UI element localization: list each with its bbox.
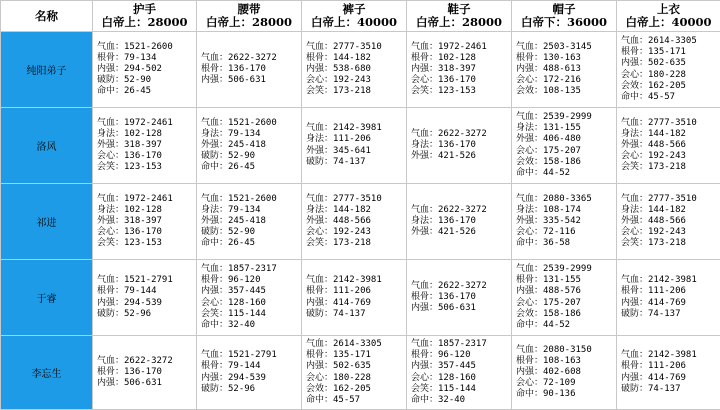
stat-line: 会心：136-170 [411, 75, 476, 86]
stat-line: 破防：52-90 [97, 75, 152, 86]
stat-line: 破防：74-137 [306, 156, 366, 167]
stat-line: 身法：144-182 [306, 204, 371, 215]
row-name-cell: 于睿 [1, 260, 93, 336]
stat-line: 身法：136-170 [411, 139, 476, 150]
stat-line: 气血：2503-3145 [516, 41, 592, 52]
stat-line: 根骨：111-206 [621, 361, 686, 372]
stat-line: 内强：294-539 [97, 297, 162, 308]
stat-cell [93, 184, 197, 260]
stat-cell [512, 260, 617, 336]
stat-line: 气血：2142-3981 [621, 350, 697, 361]
row-name-cell: 纯阳弟子 [1, 32, 93, 108]
stat-line: 外强：448-566 [621, 215, 686, 226]
stat-line: 气血：2614-3305 [621, 36, 697, 47]
stat-line: 内强：538-680 [306, 63, 371, 74]
table-row [1, 184, 720, 260]
stat-line: 会效：158-186 [516, 308, 581, 319]
stat-line: 气血：2539-2999 [516, 264, 592, 275]
stat-line: 气血：2622-3272 [411, 204, 487, 215]
stat-line: 气血：2777-3510 [306, 41, 382, 52]
stat-line: 命中：36-58 [516, 238, 571, 249]
stat-cell [302, 108, 407, 184]
stat-line: 会心：72-116 [516, 227, 576, 238]
stat-cell [197, 184, 302, 260]
stat-line: 身法：102-128 [97, 128, 162, 139]
column-requirement: 白帝上：40000 [625, 15, 712, 29]
stat-line: 身法：111-206 [306, 134, 371, 145]
stat-line: 根骨：136-170 [97, 366, 162, 377]
stat-line: 会心：180-228 [306, 372, 371, 383]
stat-line: 命中：45-57 [306, 394, 361, 405]
column-requirement: 白帝上：28000 [415, 15, 502, 29]
column-requirement: 白帝下：36000 [520, 15, 607, 29]
stat-line: 会笑：115-144 [411, 383, 476, 394]
stat-line: 会效：162-205 [621, 80, 686, 91]
stat-line: 命中：26-45 [201, 238, 256, 249]
stat-line: 气血：2622-3272 [97, 355, 173, 366]
stat-cell [197, 336, 302, 410]
stat-line: 内强：318-397 [411, 63, 476, 74]
stat-line: 身法：79-134 [201, 128, 261, 139]
stat-cell [617, 260, 720, 336]
stat-cell [512, 108, 617, 184]
stat-line: 气血：1521-2600 [201, 193, 277, 204]
stat-line: 会心：175-207 [516, 297, 581, 308]
stat-line: 身法：102-128 [97, 204, 162, 215]
stat-line: 外强：448-566 [621, 139, 686, 150]
stat-line: 气血：1972-2461 [97, 117, 173, 128]
stat-line: 气血：2777-3510 [306, 193, 382, 204]
column-item-name: 鞋子 [447, 2, 471, 16]
stat-line: 命中：90-136 [516, 389, 576, 400]
stat-line: 根骨：136-170 [411, 291, 476, 302]
stat-line: 身法：108-174 [516, 204, 581, 215]
stat-line: 气血：2777-3510 [621, 193, 697, 204]
stat-line: 会心：128-160 [411, 372, 476, 383]
stat-line: 气血：1521-2791 [201, 350, 277, 361]
stat-line: 破防：74-137 [621, 308, 681, 319]
stat-line: 会心：192-243 [306, 227, 371, 238]
stat-cell [93, 260, 197, 336]
stat-line: 气血：2777-3510 [621, 117, 697, 128]
stat-line: 根骨：135-171 [621, 47, 686, 58]
column-requirement: 白帝上：40000 [310, 15, 397, 29]
stat-line: 气血：1521-2600 [97, 41, 173, 52]
stat-line: 内强：402-608 [516, 366, 581, 377]
stat-line: 内强：502-635 [306, 361, 371, 372]
column-header-gloves [93, 1, 197, 32]
stat-line: 外强：421-526 [411, 227, 476, 238]
stat-line: 命中：32-40 [201, 319, 256, 330]
stat-line: 会心：192-243 [621, 227, 686, 238]
stat-cell [512, 336, 617, 410]
stat-line: 外强：318-397 [97, 139, 162, 150]
stat-line: 身法：131-155 [516, 123, 581, 134]
stat-line: 破防：52-90 [201, 227, 256, 238]
stat-line: 外强：406-480 [516, 134, 581, 145]
stat-cell [302, 336, 407, 410]
stat-line: 命中：26-45 [201, 162, 256, 173]
stat-cell [407, 32, 512, 108]
column-requirement: 白帝上：28000 [205, 15, 292, 29]
stat-line: 会笑：173-218 [621, 238, 686, 249]
stat-line: 根骨：79-134 [97, 52, 157, 63]
stat-line: 命中：26-45 [97, 86, 152, 97]
stat-line: 根骨：102-128 [411, 52, 476, 63]
stat-line: 会心：128-160 [201, 297, 266, 308]
stat-line: 气血：1972-2461 [97, 193, 173, 204]
stat-line: 会心：180-228 [621, 69, 686, 80]
column-item-name: 上衣 [657, 2, 680, 16]
stat-line: 气血：2142-3981 [306, 275, 382, 286]
stat-line: 内强：414-769 [621, 372, 686, 383]
stat-line: 会效：108-135 [516, 86, 581, 97]
stat-line: 外强：335-542 [516, 215, 581, 226]
stat-line: 内强：506-631 [201, 75, 266, 86]
stat-line: 根骨：111-206 [306, 286, 371, 297]
stat-line: 气血：2142-3981 [306, 123, 382, 134]
stat-cell [197, 260, 302, 336]
stat-line: 气血：1857-2317 [411, 339, 487, 350]
stat-cell [197, 32, 302, 108]
stat-cell [407, 336, 512, 410]
stat-line: 内强：488-576 [516, 286, 581, 297]
stat-cell [302, 260, 407, 336]
stat-cell [93, 32, 197, 108]
stat-cell [407, 260, 512, 336]
stat-line: 会笑：173-218 [306, 86, 371, 97]
stat-line: 外强：245-418 [201, 215, 266, 226]
column-requirement: 白帝上：28000 [101, 15, 188, 29]
stat-line: 会笑：173-218 [306, 238, 371, 249]
stat-line: 根骨：96-120 [411, 350, 471, 361]
stat-cell [617, 336, 720, 410]
column-item-name: 帽子 [552, 2, 576, 16]
stat-line: 会笑：123-153 [411, 86, 476, 97]
stat-line: 外强：245-418 [201, 139, 266, 150]
stat-line: 内强：502-635 [621, 58, 686, 69]
stat-line: 会效：162-205 [306, 383, 371, 394]
stat-line: 会笑：123-153 [97, 238, 162, 249]
stat-line: 内强：506-631 [411, 303, 476, 314]
stat-line: 会心：192-243 [306, 75, 371, 86]
stat-line: 根骨：144-182 [306, 52, 371, 63]
stat-line: 内强：294-539 [201, 372, 266, 383]
header-row [1, 1, 720, 32]
stat-cell [302, 184, 407, 260]
column-header-hat [512, 1, 617, 32]
stat-line: 破防：74-137 [621, 383, 681, 394]
stat-line: 破防：52-96 [97, 308, 152, 319]
stat-line: 命中：44-52 [516, 319, 571, 330]
stat-line: 破防：74-137 [306, 308, 366, 319]
stat-line: 气血：1857-2317 [201, 264, 277, 275]
stat-line: 外强：318-397 [97, 215, 162, 226]
stat-line: 根骨：135-171 [306, 350, 371, 361]
stat-cell [407, 184, 512, 260]
stat-line: 内强：414-769 [306, 297, 371, 308]
stat-line: 内强：414-769 [621, 297, 686, 308]
stat-line: 破防：52-90 [201, 151, 256, 162]
stat-line: 身法：79-134 [201, 204, 261, 215]
stat-cell [512, 184, 617, 260]
stat-line: 会心：136-170 [97, 227, 162, 238]
stat-line: 内强：506-631 [97, 378, 162, 389]
stat-cell [617, 108, 720, 184]
column-header-shoes [407, 1, 512, 32]
stat-line: 身法：136-170 [411, 215, 476, 226]
stat-line: 会心：172-216 [516, 75, 581, 86]
stat-line: 内强：357-445 [201, 286, 266, 297]
table-row [1, 336, 720, 410]
stat-line: 外强：421-526 [411, 151, 476, 162]
stat-line: 气血：2622-3272 [411, 128, 487, 139]
row-name-cell: 李忘生 [1, 336, 93, 410]
stat-line: 气血：2142-3981 [621, 275, 697, 286]
stat-line: 会心：72-109 [516, 378, 576, 389]
column-item-name: 裤子 [342, 2, 366, 16]
stat-cell [302, 32, 407, 108]
stat-line: 根骨：96-120 [201, 275, 261, 286]
stat-line: 气血：1521-2791 [97, 275, 173, 286]
stat-line: 气血：1521-2600 [201, 117, 277, 128]
stat-line: 根骨：111-206 [621, 286, 686, 297]
table-row [1, 260, 720, 336]
stat-cell [512, 32, 617, 108]
column-header-belt [197, 1, 302, 32]
stat-line: 命中：45-57 [621, 91, 676, 102]
stat-line: 会笑：123-153 [97, 162, 162, 173]
stat-line: 会心：175-207 [516, 145, 581, 156]
column-header-pants [302, 1, 407, 32]
stat-line: 内强：488-613 [516, 63, 581, 74]
stat-line: 根骨：136-170 [201, 63, 266, 74]
stat-line: 气血：2539-2999 [516, 112, 592, 123]
stat-line: 会心：136-170 [97, 151, 162, 162]
stat-line: 身法：144-182 [621, 128, 686, 139]
stat-line: 会笑：115-144 [201, 308, 266, 319]
column-header-top [617, 1, 720, 32]
row-name-cell: 祁进 [1, 184, 93, 260]
stat-line: 内强：294-502 [97, 63, 162, 74]
stat-line: 气血：2080-3150 [516, 344, 592, 355]
stat-line: 会心：192-243 [621, 151, 686, 162]
stat-line: 气血：2622-3272 [201, 52, 277, 63]
stat-line: 根骨：79-144 [201, 361, 261, 372]
stat-cell [617, 32, 720, 108]
table-row [1, 32, 720, 108]
table-row [1, 108, 720, 184]
stat-cell [617, 184, 720, 260]
stat-line: 根骨：131-155 [516, 275, 581, 286]
stat-line: 根骨：79-144 [97, 286, 157, 297]
stat-cell [407, 108, 512, 184]
name-column-header: 名称 [1, 1, 93, 32]
stat-line: 内强：357-445 [411, 361, 476, 372]
stat-line: 根骨：108-163 [516, 355, 581, 366]
column-item-name: 腰带 [237, 2, 261, 16]
stat-line: 外强：345-641 [306, 145, 371, 156]
stat-cell [93, 336, 197, 410]
column-item-name: 护手 [133, 2, 156, 16]
stat-line: 命中：32-40 [411, 394, 466, 405]
stat-line: 气血：2080-3365 [516, 193, 592, 204]
stat-line: 会笑：173-218 [621, 162, 686, 173]
stat-line: 身法：144-182 [621, 204, 686, 215]
stat-line: 气血：2614-3305 [306, 339, 382, 350]
stat-cell [197, 108, 302, 184]
row-name-cell: 洛风 [1, 108, 93, 184]
stat-line: 根骨：130-163 [516, 52, 581, 63]
stat-line: 命中：44-52 [516, 167, 571, 178]
stat-line: 气血：2622-3272 [411, 280, 487, 291]
stat-cell [93, 108, 197, 184]
stat-line: 气血：1972-2461 [411, 41, 487, 52]
stat-line: 外强：448-566 [306, 215, 371, 226]
stat-line: 破防：52-96 [201, 383, 256, 394]
stat-line: 会效：158-186 [516, 156, 581, 167]
